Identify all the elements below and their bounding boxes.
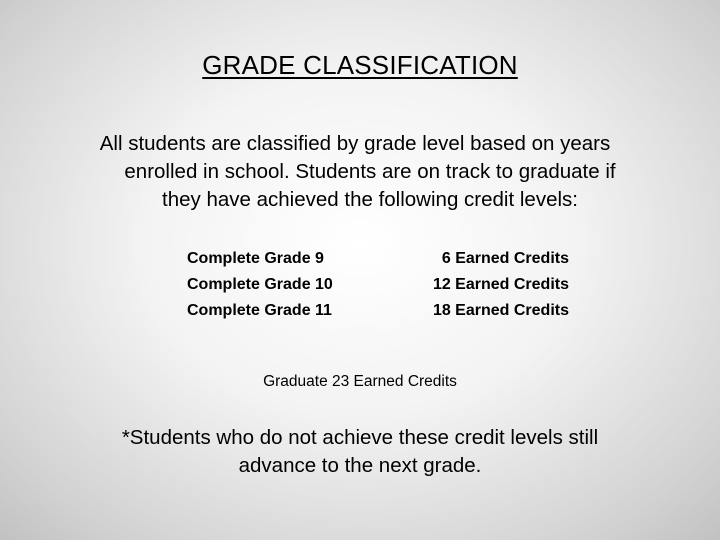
slide-title: GRADE CLASSIFICATION [202,50,518,80]
credit-levels-table [187,246,577,324]
footnote-line: *Students who do not achieve these credit levels still [121,426,599,449]
credit-count: 18 Earned Credits [432,302,569,319]
credit-count: 6 Earned Credits [441,250,569,267]
credit-grade: Complete Grade 11 [187,302,332,319]
credit-count: 12 Earned Credits [432,276,569,293]
credit-row [187,272,577,298]
graduate-requirement: Graduate 23 Earned Credits [263,373,457,390]
intro-line: All students are classified by grade level based on years [99,132,611,155]
footnote [40,424,680,480]
credit-row [187,246,577,272]
credit-row [187,298,577,324]
intro-line: they have achieved the following credit levels: [162,188,578,211]
intro-line: enrolled in school. Students are on track to graduate if [124,160,616,183]
credit-grade: Complete Grade 9 [187,250,324,267]
credit-grade: Complete Grade 10 [187,276,333,293]
intro-paragraph [40,130,680,214]
footnote-line: advance to the next grade. [238,454,482,477]
